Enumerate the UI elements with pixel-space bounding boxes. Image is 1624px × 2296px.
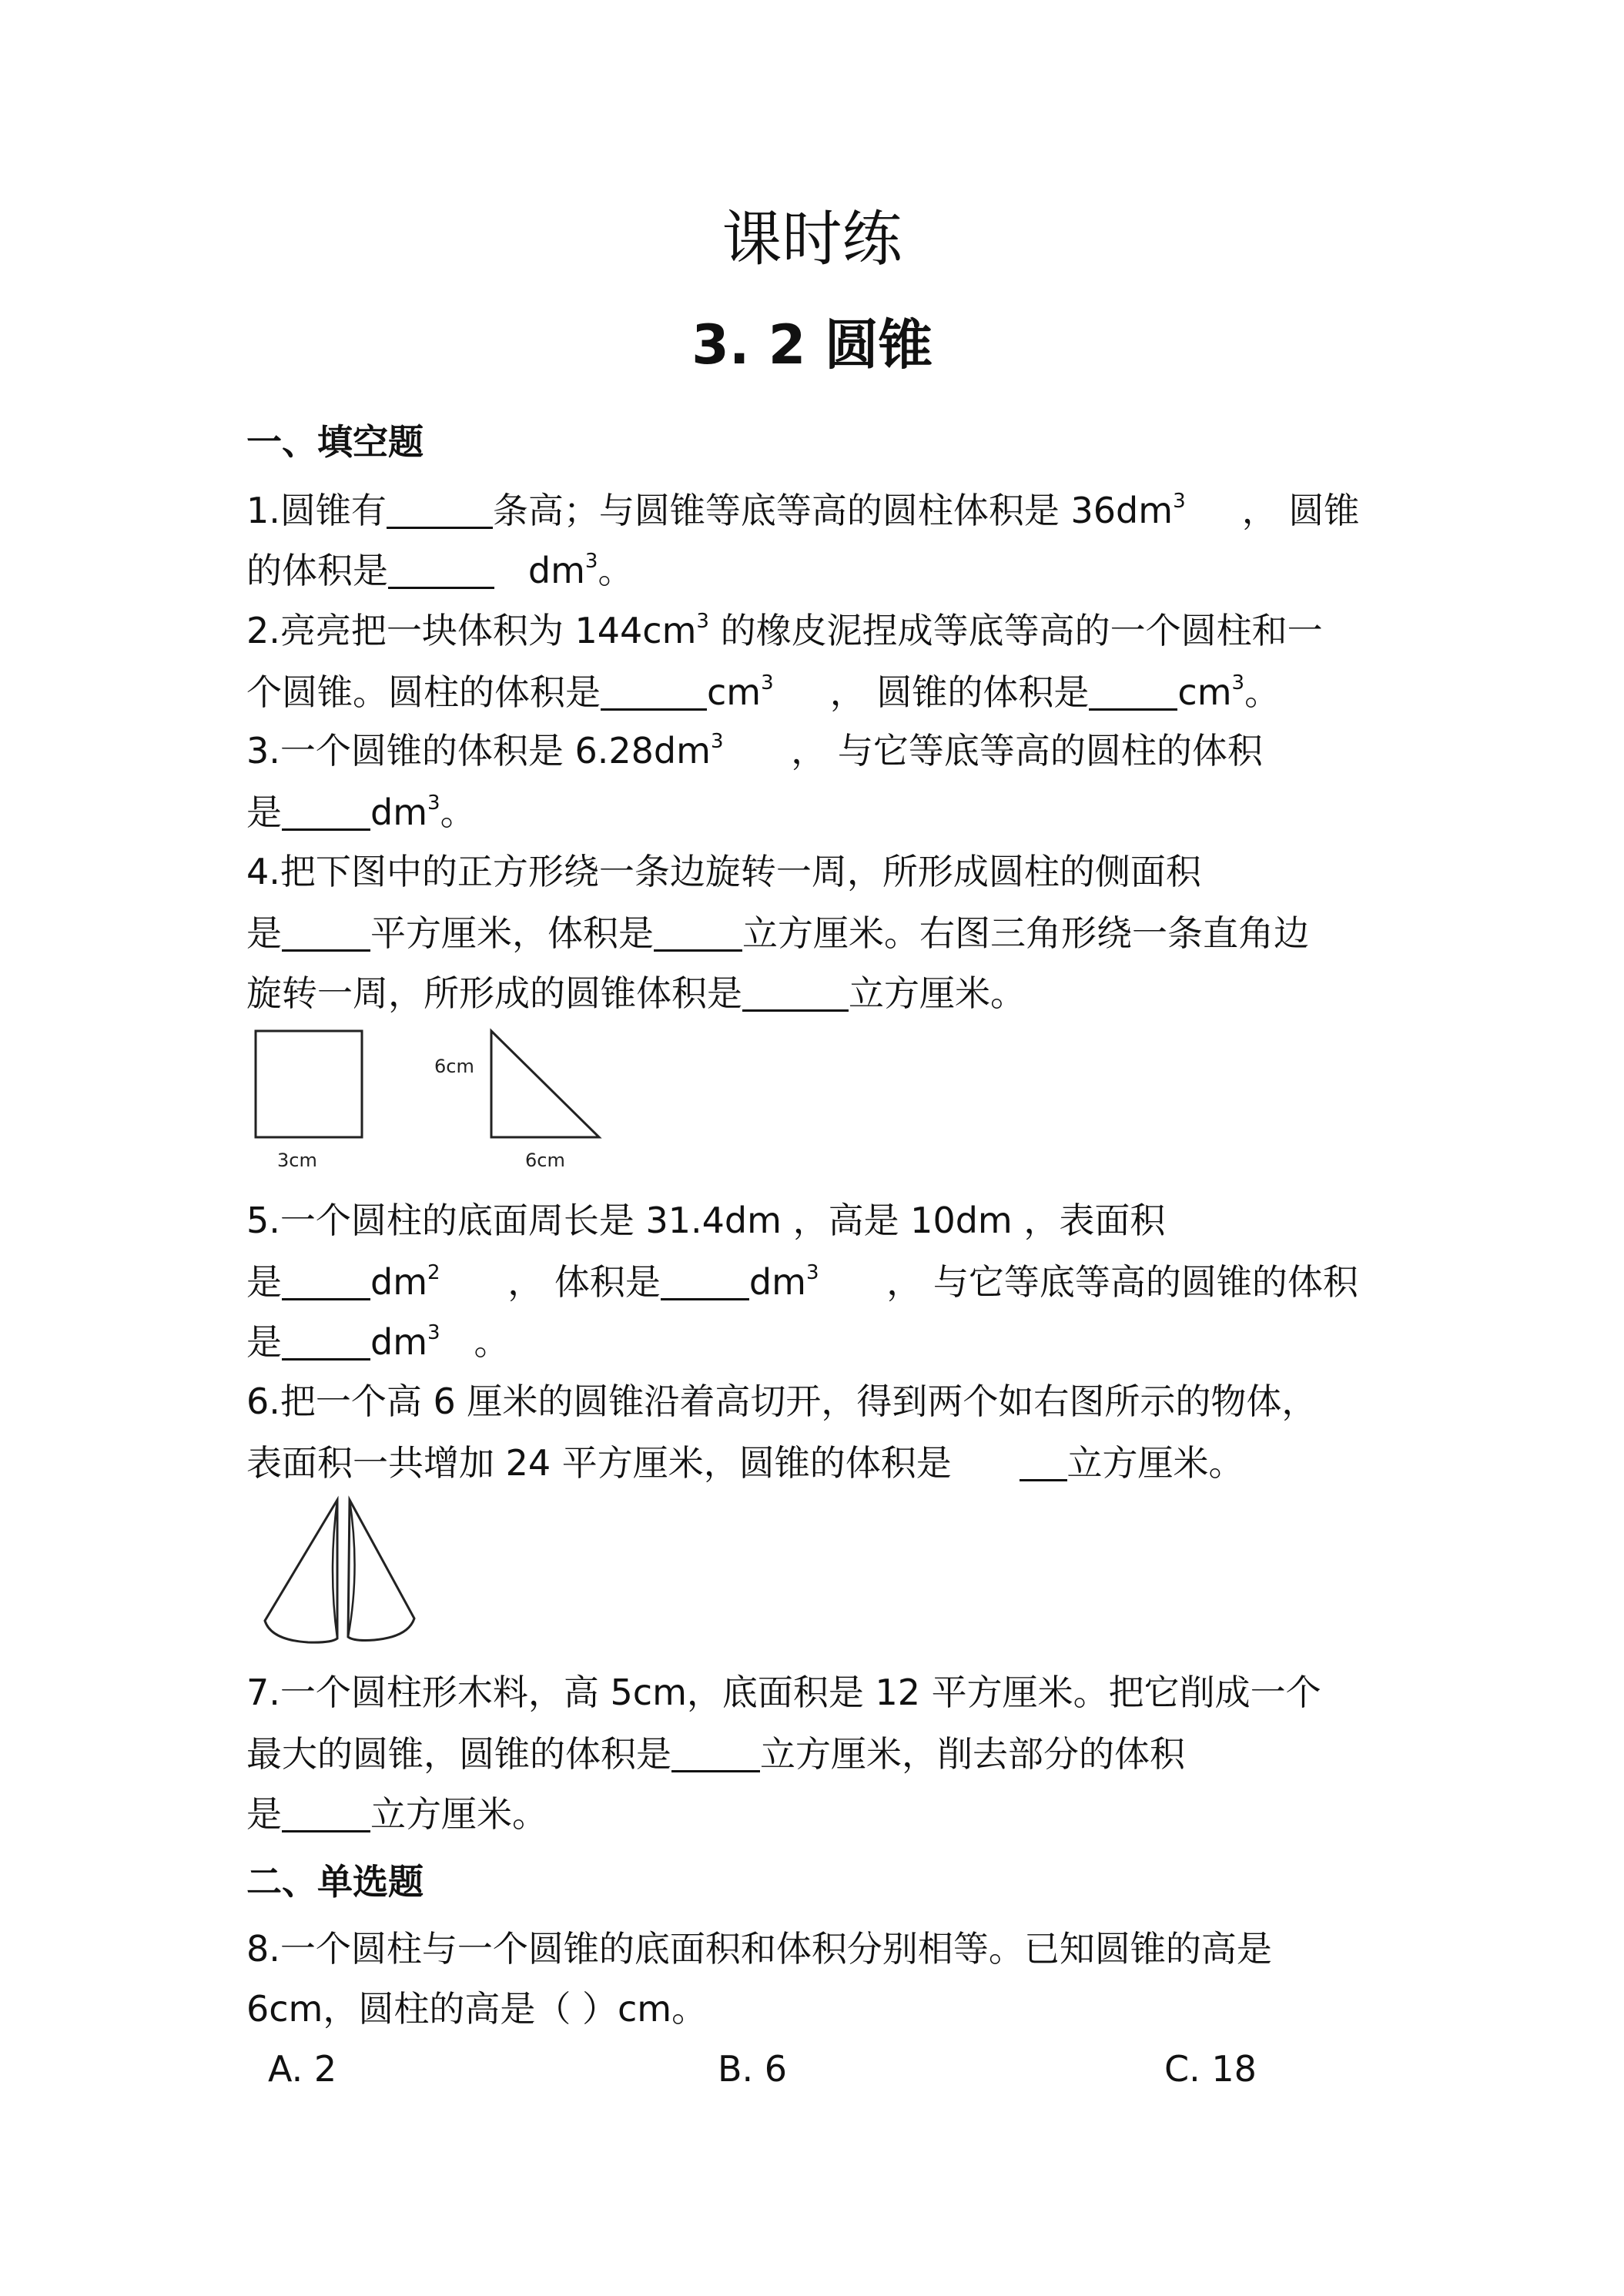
q5-text: ， 体积是: [507, 1261, 661, 1303]
q1-text: 条高；与圆锥等底等高的圆柱体积是 36dm: [492, 490, 1174, 531]
q2-text: ， 圆锥的体积是: [829, 671, 1090, 713]
unit: cm: [707, 671, 762, 713]
superscript: 3: [584, 550, 598, 573]
q2-line-2: [246, 670, 1280, 714]
q6-line-1: 6.把一个高 6 厘米的圆锥沿着高切开，得到两个如右图所示的物体，: [246, 1381, 1318, 1422]
q4-text: 旋转一周，所形成的圆锥体积是: [246, 972, 742, 1014]
triangle-base-label: 6cm: [525, 1150, 565, 1171]
unit: cm: [1177, 671, 1232, 713]
q8-line-1: 8.一个圆柱与一个圆锥的底面积和体积分别相等。已知圆锥的高是: [246, 1928, 1272, 1970]
q1-text: 1.圆锥有: [246, 490, 387, 531]
q3-line-2: [246, 790, 476, 834]
q4-text: 立方厘米。: [849, 972, 1026, 1014]
q1-text: ， 圆锥: [1241, 490, 1360, 531]
q2-text: 2.亮亮把一块体积为 144cm: [246, 610, 697, 651]
answer-blank[interactable]: [282, 1320, 370, 1361]
q7-text: 立方厘米，削去部分的体积: [760, 1733, 1185, 1775]
q6-text: 立方厘米。: [1066, 1442, 1244, 1484]
superscript: 3: [427, 792, 440, 815]
superscript: 3: [761, 671, 774, 694]
right-half-cone-shape: [348, 1500, 414, 1641]
q1-text: 的体积是: [246, 550, 388, 591]
q4-line-2: [246, 911, 1309, 955]
q4-text: 是: [246, 912, 282, 954]
page-title: 课时练: [722, 205, 902, 274]
q7-text: 最大的圆锥，圆锥的体积是: [246, 1733, 671, 1775]
q7-line-2: [246, 1732, 1185, 1776]
square-shape: [256, 1031, 362, 1137]
punctuation: 。: [474, 1321, 510, 1363]
answer-blank[interactable]: [601, 670, 707, 711]
answer-blank[interactable]: [742, 971, 849, 1012]
answer-blank[interactable]: [1020, 1441, 1067, 1481]
answer-blank[interactable]: [387, 488, 493, 529]
q4-line-1: 4.把下图中的正方形绕一条边旋转一周，所形成圆柱的侧面积: [246, 851, 1201, 892]
page-subtitle: 3. 2 圆锥: [691, 313, 933, 377]
q4-line-3: [246, 971, 1026, 1015]
option-c[interactable]: C. 18: [1164, 2048, 1257, 2090]
superscript: 3: [1173, 490, 1186, 513]
answer-blank[interactable]: [661, 1260, 749, 1300]
superscript: 3: [427, 1321, 440, 1344]
q4-text: 立方厘米。右图三角形绕一条直角边: [742, 912, 1309, 954]
answer-blank[interactable]: [282, 911, 370, 952]
q1-line-1: [246, 488, 1359, 532]
q6-text: 表面积一共增加 24 平方厘米，圆锥的体积是: [246, 1442, 952, 1484]
cut-cone-figure: [254, 1494, 431, 1648]
answer-blank[interactable]: [1089, 670, 1177, 711]
q7-text: 是: [246, 1793, 282, 1835]
triangle-shape: [491, 1031, 599, 1137]
q7-line-1: 7.一个圆柱形木料，高 5cm，底面积是 12 平方厘米。把它削成一个: [246, 1672, 1321, 1713]
q2-text: 的橡皮泥捏成等底等高的一个圆柱和一: [708, 610, 1323, 651]
q3-line-1: [246, 730, 1263, 772]
unit: dm: [370, 1261, 428, 1303]
q7-line-3: [246, 1792, 547, 1836]
punctuation: 。: [1244, 671, 1281, 713]
punctuation: 。: [440, 792, 476, 833]
q3-text: ， 与它等底等高的圆柱的体积: [791, 730, 1263, 771]
q8-line-2: 6cm，圆柱的高是（ ）cm。: [246, 1988, 708, 2030]
q5-line-2: [246, 1260, 1358, 1304]
answer-blank[interactable]: [388, 548, 494, 589]
q5-line-1: 5.一个圆柱的底面周长是 31.4dm ，高是 10dm ，表面积: [246, 1200, 1166, 1241]
q5-text: 是: [246, 1321, 282, 1363]
q5-text: ， 与它等底等高的圆锥的体积: [886, 1261, 1358, 1303]
superscript: 3: [710, 730, 724, 753]
superscript: 3: [696, 610, 709, 633]
answer-blank[interactable]: [282, 1792, 370, 1832]
q2-text: 个圆锥。圆柱的体积是: [246, 671, 601, 713]
q2-line-1: [246, 610, 1323, 652]
punctuation: 。: [598, 550, 634, 591]
unit: dm: [370, 1321, 428, 1363]
q7-text: 立方厘米。: [370, 1793, 547, 1835]
unit: dm: [370, 792, 428, 833]
superscript: 3: [805, 1261, 819, 1284]
superscript: 3: [1231, 671, 1245, 694]
q3-text: 是: [246, 792, 282, 833]
q5-line-3: [246, 1320, 509, 1364]
square-triangle-figure: [246, 1020, 616, 1174]
q6-line-2: [246, 1441, 1244, 1484]
q1-line-2: [246, 548, 633, 592]
square-side-label: 3cm: [277, 1150, 317, 1171]
answer-blank[interactable]: [282, 1260, 370, 1300]
answer-blank[interactable]: [671, 1732, 760, 1772]
triangle-height-label: 6cm: [434, 1056, 474, 1077]
unit: dm: [748, 1261, 806, 1303]
option-b[interactable]: B. 6: [718, 2048, 788, 2090]
answer-blank[interactable]: [282, 790, 370, 831]
q3-text: 3.一个圆锥的体积是 6.28dm: [246, 730, 711, 771]
superscript: 2: [427, 1261, 440, 1284]
q5-text: 是: [246, 1261, 282, 1303]
section-heading-fill-in: 一、填空题: [246, 421, 424, 463]
option-a[interactable]: A. 2: [268, 2048, 337, 2090]
answer-blank[interactable]: [654, 911, 742, 952]
section-heading-single-choice: 二、单选题: [246, 1861, 424, 1903]
q4-text: 平方厘米，体积是: [370, 912, 654, 954]
unit: dm: [527, 550, 585, 591]
left-half-cone-shape: [265, 1500, 337, 1642]
